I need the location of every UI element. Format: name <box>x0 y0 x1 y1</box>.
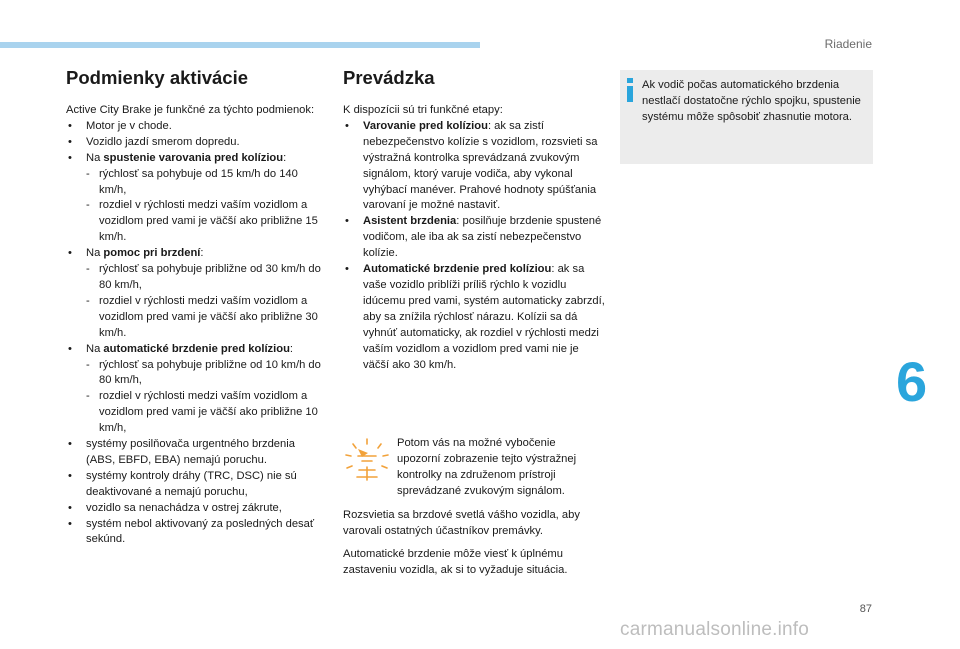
stage-item <box>343 119 605 214</box>
condition-keyword: automatické brzdenie pred kolíziou <box>103 342 290 355</box>
stage-name: Automatické brzdenie pred kolíziou <box>363 263 552 276</box>
stage-item <box>343 262 605 373</box>
stage-name: Asistent brzdenia <box>363 215 457 228</box>
activation-conditions-list <box>66 119 326 548</box>
collision-warning-icon <box>344 437 390 483</box>
condition-prefix: Na <box>86 247 104 260</box>
condition-subitem: - rozdiel v rýchlosti medzi vaším vozidlom a vozidlom pred vami je väčší ako približne 15 km/h. <box>86 198 326 246</box>
section-title: Riadenie <box>824 37 872 51</box>
activation-intro: Active City Brake je funkčné za týchto podmienok: <box>66 104 315 116</box>
watermark: carmanualsonline.info <box>620 619 810 640</box>
condition-prefix: Na <box>86 342 104 355</box>
condition-item <box>66 469 326 501</box>
stage-description: : posilňuje brzdenie spustené vodičom, ale iba ak sa zistí nebezpečenstvo kolízie. <box>363 215 602 260</box>
condition-subitem: - rozdiel v rýchlosti medzi vaším vozidlom a vozidlom pred vami je väčší ako približne 30 km/h. <box>86 294 326 342</box>
info-text: Ak vodič počas automatického brzdenia nestlačí dostatočne rýchlo spojku, spustenie systému môže spôsobiť zhasnutie motora. <box>642 79 861 123</box>
condition-text: : <box>289 342 294 355</box>
header-accent-bar <box>0 42 480 48</box>
full-stop-paragraph: Automatické brzdenie môže viesť k úplnému zastaveniu vozidla, ak si to vyžaduje situácia. <box>343 548 568 576</box>
condition-item <box>66 246 326 341</box>
condition-text: : <box>200 247 204 260</box>
condition-item <box>66 342 326 437</box>
stage-description: : ak sa vaše vozidlo priblíži príliš rýchlo k vozidlu idúcemu pred vami, systém automaticky zabrzdí, aby sa znížila rýchlosť nárazu. Kolízii sa dá vyhnúť automaticky, ak rozdiel v rýchlosti medzi vaším vozidlom a vozidlom pred vami nie je väčší ako 30 km/h. <box>363 263 605 371</box>
condition-text: : <box>283 151 287 164</box>
condition-sublist <box>86 167 326 247</box>
info-icon <box>626 78 634 102</box>
condition-item <box>66 517 326 549</box>
operation-stages-list <box>343 119 605 374</box>
condition-text: systém nebol aktivovaný za posledných desať sekúnd. <box>86 517 315 546</box>
condition-sublist <box>86 262 326 342</box>
condition-subitem: - rýchlosť sa pohybuje približne od 10 km/h do 80 km/h, <box>86 358 326 390</box>
condition-text: Vozidlo jazdí smerom dopredu. <box>86 135 240 148</box>
condition-subitem: - rýchlosť sa pohybuje od 15 km/h do 140 km/h, <box>86 167 326 199</box>
condition-keyword: pomoc pri brzdení <box>103 247 201 260</box>
stage-item <box>343 214 605 262</box>
condition-item <box>66 501 326 517</box>
condition-text: systémy posilňovača urgentného brzdenia (ABS, EBFD, EBA) nemajú poruchu. <box>86 438 295 466</box>
brake-lights-paragraph: Rozsvietia sa brzdové svetlá vášho vozidla, aby varovali ostatných účastníkov premávky. <box>343 509 580 537</box>
condition-item <box>66 135 326 151</box>
condition-prefix: Na <box>86 151 104 164</box>
warning-description: Potom vás na možné vybočenie upozorní zobrazenie tejto výstražnej kontrolky na združenom prístroji sprevádzané zvukovým signálom. <box>397 437 577 497</box>
condition-subitem: - rýchlosť sa pohybuje približne od 30 km/h do 80 km/h, <box>86 262 326 294</box>
operation-intro: K dispozícii sú tri funkčné etapy: <box>343 104 503 116</box>
operation-section <box>343 66 605 373</box>
condition-keyword: spustenie varovania pred kolíziou <box>103 151 284 164</box>
condition-text: Motor je v chode. <box>86 119 172 132</box>
chapter-number: 6 <box>896 350 928 413</box>
condition-item <box>66 151 326 246</box>
condition-text: systémy kontroly dráhy (TRC, DSC) nie sú deaktivované a nemajú poruchu, <box>86 469 297 498</box>
activation-conditions-title: Podmienky aktivácie <box>66 67 249 88</box>
operation-title: Prevádzka <box>343 67 435 88</box>
condition-item <box>66 119 326 135</box>
stage-description: : ak sa zistí nebezpečenstvo kolízie s vozidlom, rozsvieti sa výstražná kontrolka sprevádzaná zvukovým signálom, ktorý varuje vodiča, aby vykonal vyhýbací manéver. Prahové hodnoty spúšťania varovaní je možné nastaviť. <box>363 119 598 212</box>
activation-conditions-section <box>66 66 326 548</box>
condition-item <box>66 437 326 469</box>
condition-subitem: - rozdiel v rýchlosti medzi vaším vozidlom a vozidlom pred vami je väčší ako približne 10 km/h, <box>86 389 326 437</box>
page-number: 87 <box>859 603 872 615</box>
condition-sublist <box>86 358 326 438</box>
condition-text: vozidlo sa nenachádza v ostrej zákrute, <box>86 501 282 514</box>
stage-name: Varovanie pred kolíziou <box>363 119 488 132</box>
